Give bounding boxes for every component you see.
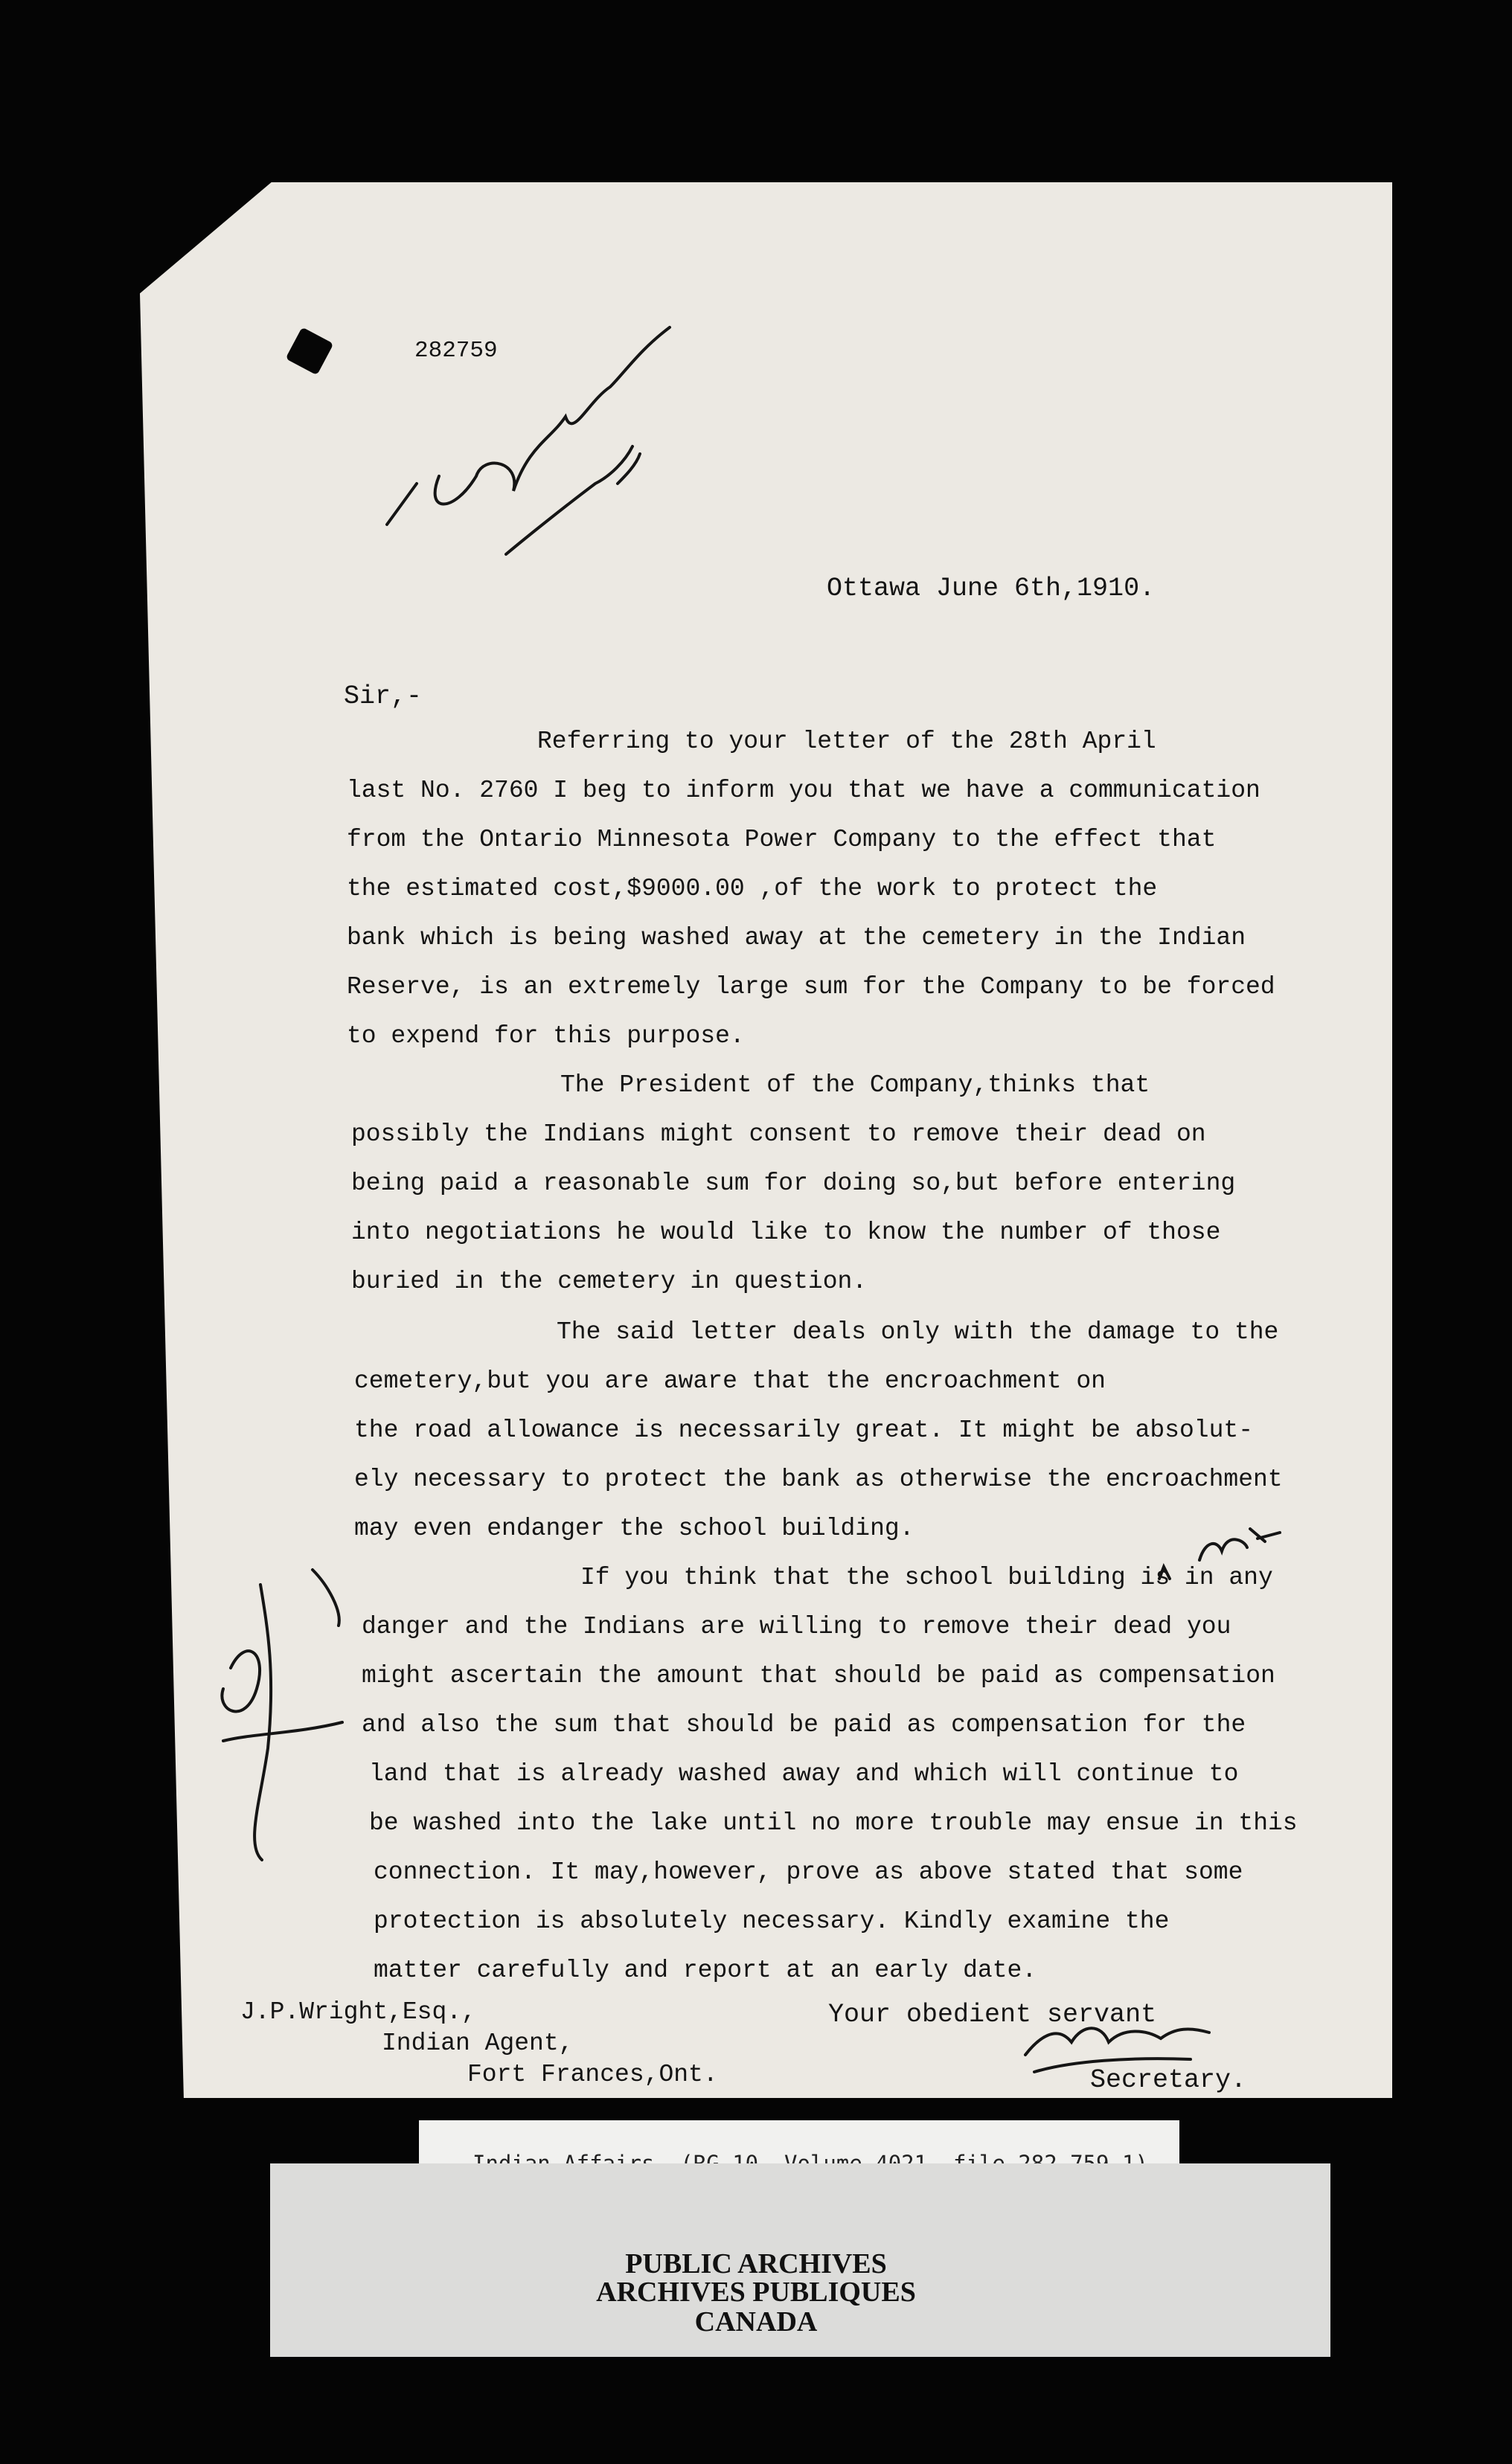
body-line: Referring to your letter of the 28th April xyxy=(537,728,1156,755)
body-line: might ascertain the amount that should be paid as compensation xyxy=(362,1662,1275,1690)
signature-mark xyxy=(1025,2028,1209,2072)
body-line: land that is already washed away and which will continue to xyxy=(369,1760,1239,1788)
addressee-location: Fort Frances,Ont. xyxy=(467,2061,718,2088)
body-line: be washed into the lake until no more trouble may ensue in this xyxy=(369,1809,1298,1837)
body-line: Reserve, is an extremely large sum for the Company to be forced xyxy=(347,973,1275,1001)
body-line: The said letter deals only with the damage to the xyxy=(557,1318,1279,1346)
body-line: bank which is being washed away at the cemetery in the Indian xyxy=(347,924,1246,952)
body-line: being paid a reasonable sum for doing so,but before entering xyxy=(351,1170,1236,1197)
body-line: If you think that the school building is in any xyxy=(580,1564,1273,1591)
closing: Your obedient servant xyxy=(828,2000,1157,2030)
body-line: may even endanger the school building. xyxy=(354,1515,914,1542)
body-line: buried in the cemetery in question. xyxy=(351,1268,868,1295)
body-line: the road allowance is necessarily great. It might be absolut- xyxy=(354,1417,1253,1444)
archive-label-line: ARCHIVES PUBLIQUES xyxy=(596,2277,916,2308)
handwritten-insertion xyxy=(1159,1529,1280,1579)
body-line: the estimated cost,$9000.00 ,of the work to protect the xyxy=(347,875,1158,902)
file-number: 282759 xyxy=(414,338,498,364)
body-line: The President of the Company,thinks that xyxy=(560,1071,1150,1099)
margin-mark xyxy=(222,1570,342,1860)
body-line: from the Ontario Minnesota Power Company to the effect that xyxy=(347,826,1217,853)
body-line: danger and the Indians are willing to remove their dead you xyxy=(362,1613,1231,1640)
archive-label-line: CANADA xyxy=(694,2306,818,2338)
addressee-name: J.P.Wright,Esq., xyxy=(240,1998,476,2026)
body-line: cemetery,but you are aware that the encroachment on xyxy=(354,1367,1106,1395)
signoff: Secretary. xyxy=(1090,2065,1247,2095)
body-line: matter carefully and report at an early date. xyxy=(374,1957,1037,1984)
body-line: last No. 2760 I beg to inform you that we have a communication xyxy=(347,777,1260,804)
body-line: and also the sum that should be paid as compensation for the xyxy=(362,1711,1246,1739)
body-line: into negotiations he would like to know the number of those xyxy=(351,1219,1221,1246)
dateline: Ottawa June 6th,1910. xyxy=(827,574,1156,603)
body-line: protection is absolutely necessary. Kindly examine the xyxy=(374,1908,1170,1935)
body-line: to expend for this purpose. xyxy=(347,1022,745,1050)
archive-label-line: PUBLIC ARCHIVES xyxy=(625,2248,887,2279)
body-line: connection. It may,however, prove as above stated that some xyxy=(374,1858,1243,1886)
handwritten-annotation xyxy=(387,327,670,554)
body-line: ely necessary to protect the bank as otherwise the encroachment xyxy=(354,1466,1283,1493)
addressee-title: Indian Agent, xyxy=(382,2030,574,2057)
body-line: possibly the Indians might consent to remove their dead on xyxy=(351,1120,1206,1148)
salutation: Sir,- xyxy=(344,681,423,711)
